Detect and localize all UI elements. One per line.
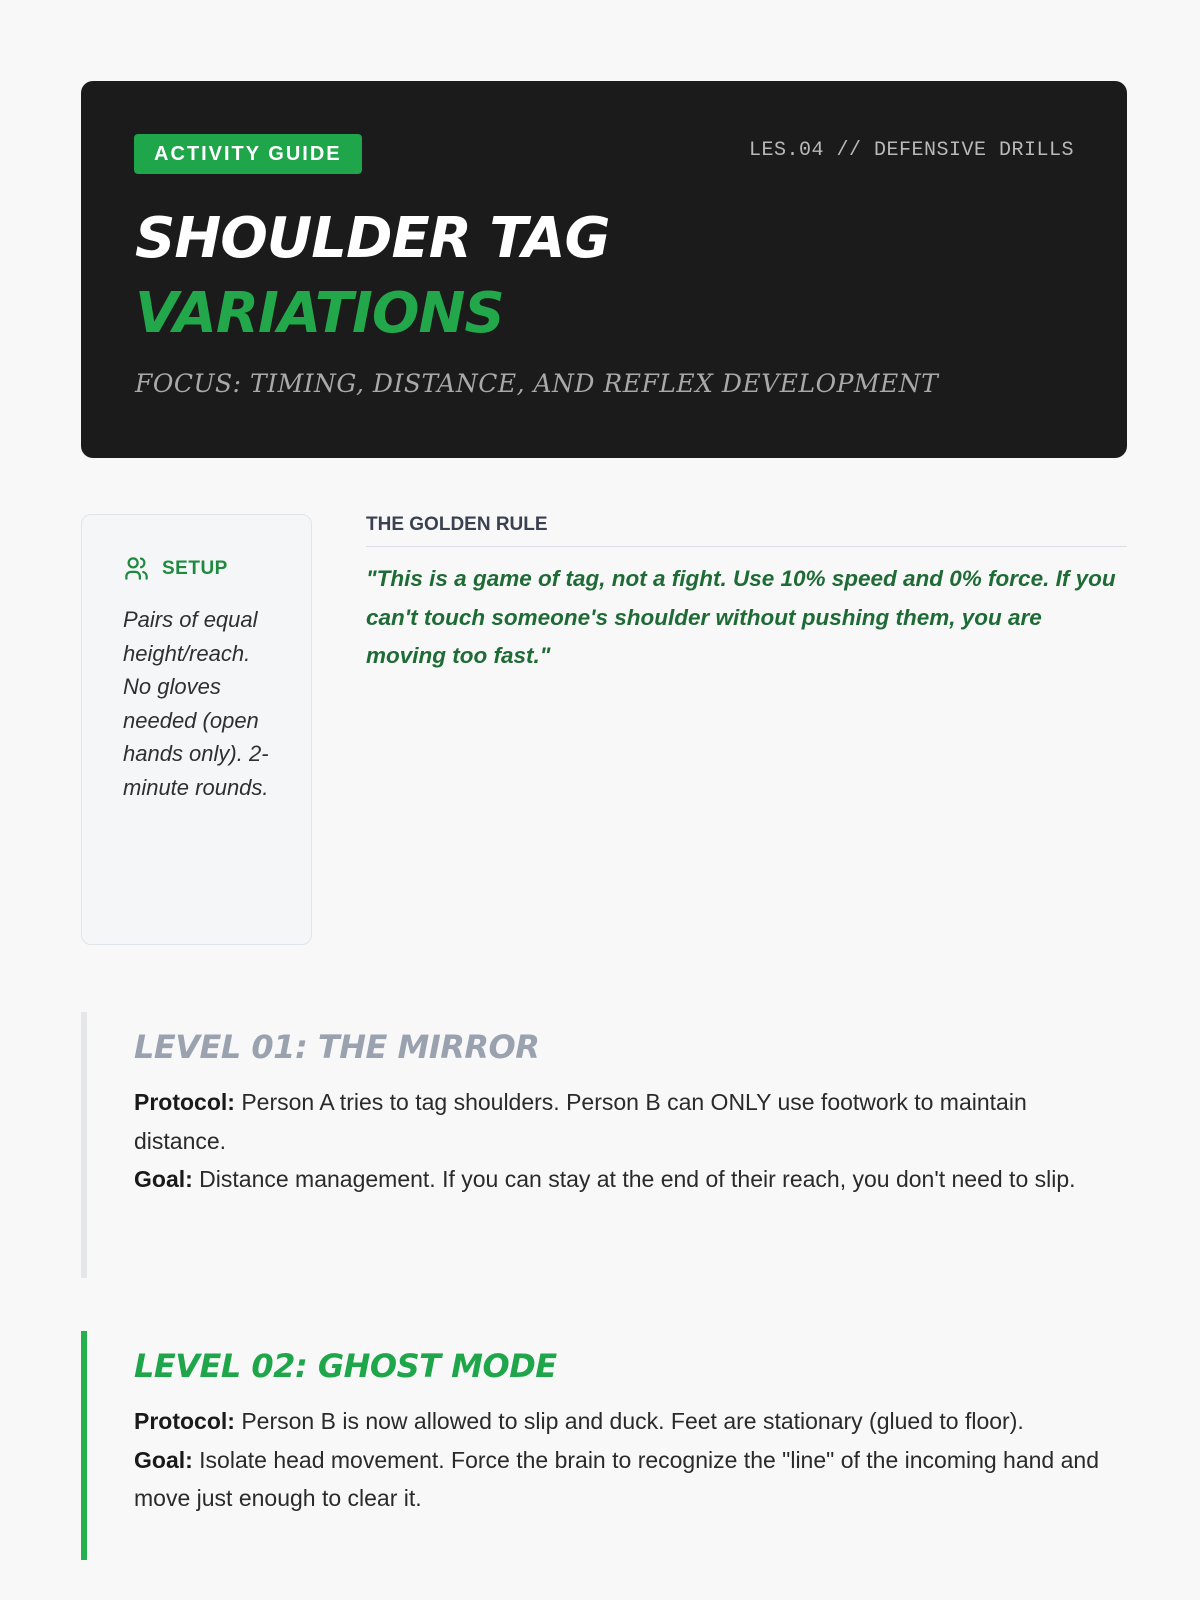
activity-guide-badge: ACTIVITY GUIDE bbox=[134, 134, 362, 174]
lesson-code: LES.04 // DEFENSIVE DRILLS bbox=[748, 139, 1074, 162]
users-icon bbox=[123, 555, 150, 582]
setup-header bbox=[123, 555, 228, 582]
page-title-line-1: SHOULDER TAG bbox=[135, 206, 610, 271]
protocol-label: Protocol: bbox=[134, 1408, 235, 1434]
setup-card bbox=[81, 514, 312, 945]
goal-label: Goal: bbox=[134, 1446, 193, 1473]
level-01-body bbox=[134, 1083, 1104, 1199]
focus-subtitle: FOCUS: TIMING, DISTANCE, AND REFLEX DEVELOPMENT bbox=[135, 369, 939, 398]
level-02-section bbox=[81, 1331, 1127, 1560]
level-01-section bbox=[81, 1012, 1127, 1278]
level-02-body bbox=[134, 1402, 1104, 1518]
goal-text: Isolate head movement. Force the brain to recognize the "line" of the incoming hand and move just enough to clear it. bbox=[134, 1446, 1099, 1511]
golden-rule-heading: THE GOLDEN RULE bbox=[366, 514, 1127, 547]
level-02-title: LEVEL 02: GHOST MODE bbox=[134, 1347, 557, 1385]
goal-label: Goal: bbox=[134, 1166, 193, 1192]
protocol-label: Protocol: bbox=[134, 1089, 235, 1115]
protocol-text: Person B is now allowed to slip and duck. Feet are stationary (glued to floor). bbox=[241, 1408, 1024, 1434]
goal-text: Distance management. If you can stay at the end of their reach, you don't need to slip. bbox=[199, 1166, 1076, 1192]
header-card bbox=[81, 81, 1127, 458]
level-01-title: LEVEL 01: THE MIRROR bbox=[134, 1028, 540, 1066]
setup-label: SETUP bbox=[162, 557, 228, 579]
page-title-line-2: VARIATIONS bbox=[135, 281, 504, 346]
setup-description: Pairs of equal height/reach. No gloves needed (open hands only). 2-minute rounds. bbox=[123, 607, 269, 800]
protocol-text: Person A tries to tag shoulders. Person B can ONLY use footwork to maintain distance. bbox=[134, 1089, 1027, 1154]
golden-rule-quote: "This is a game of tag, not a fight. Use 10% speed and 0% force. If you can't touch someone's shoulder without pushing them, you are moving too fast." bbox=[366, 566, 1116, 668]
